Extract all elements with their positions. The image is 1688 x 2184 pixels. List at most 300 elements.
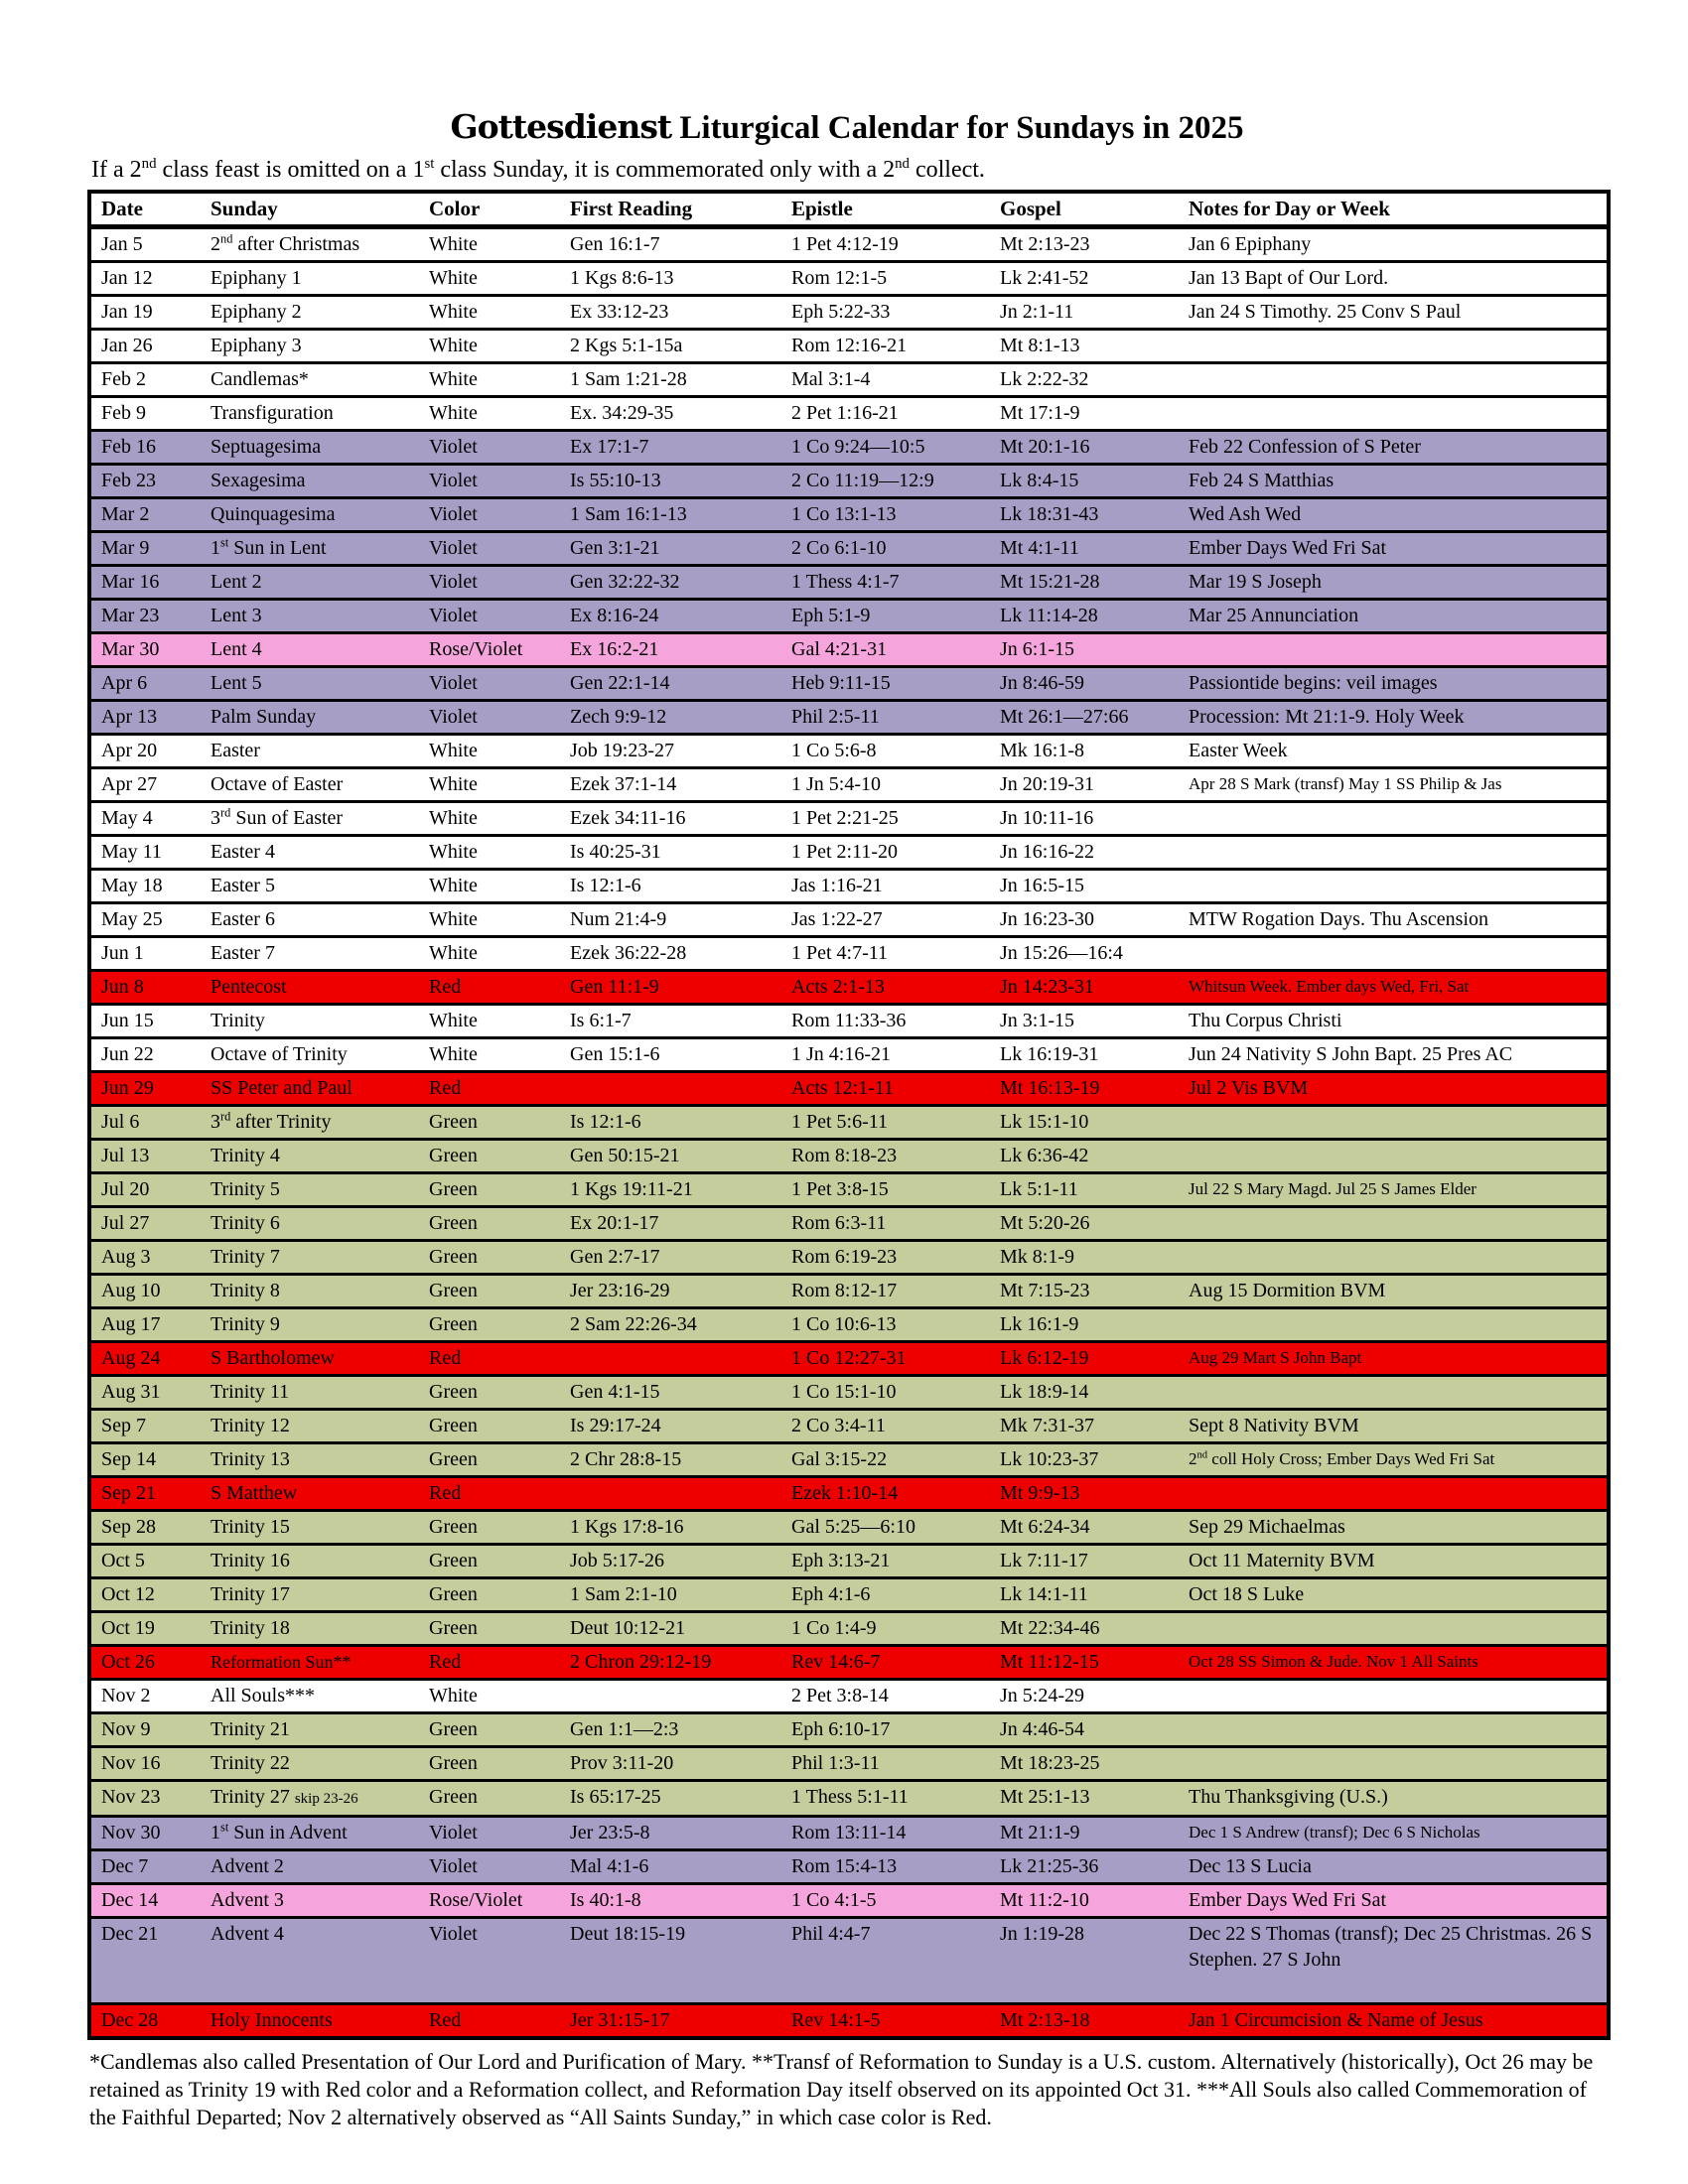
cell-gospel: Jn 1:19-28 — [990, 1918, 1179, 2004]
cell-first-reading: 2 Kgs 5:1-15a — [560, 330, 781, 363]
cell-notes — [1179, 1713, 1609, 1747]
cell-sunday: Advent 4 — [201, 1918, 419, 2004]
cell-color: Violet — [419, 1850, 560, 1884]
cell-color: Violet — [419, 465, 560, 498]
table-row — [89, 1578, 1609, 1612]
calendar-table — [87, 190, 1611, 2040]
table-row — [89, 1106, 1609, 1140]
cell-date: Aug 31 — [89, 1376, 201, 1410]
cell-sunday: Transfiguration — [201, 397, 419, 431]
cell-notes — [1179, 836, 1609, 870]
cell-first-reading: Ezek 34:11-16 — [560, 802, 781, 836]
cell-first-reading: Gen 16:1-7 — [560, 227, 781, 262]
cell-sunday: Trinity 22 — [201, 1747, 419, 1781]
cell-epistle: 1 Co 10:6-13 — [781, 1308, 990, 1342]
cell-color: Green — [419, 1713, 560, 1747]
cell-epistle: Rev 14:1-5 — [781, 2004, 990, 2039]
table-row — [89, 1410, 1609, 1443]
table-row — [89, 1918, 1609, 2004]
cell-date: Nov 23 — [89, 1781, 201, 1817]
cell-sunday: Advent 3 — [201, 1884, 419, 1918]
cell-gospel: Mt 6:24-34 — [990, 1511, 1179, 1545]
cell-sunday: Trinity 17 — [201, 1578, 419, 1612]
cell-sunday: Epiphany 3 — [201, 330, 419, 363]
cell-date: Sep 14 — [89, 1443, 201, 1477]
cell-epistle: 1 Co 12:27-31 — [781, 1342, 990, 1376]
cell-sunday: Trinity 9 — [201, 1308, 419, 1342]
cell-epistle: 1 Thess 4:1-7 — [781, 566, 990, 600]
cell-notes — [1179, 397, 1609, 431]
cell-color: Violet — [419, 701, 560, 735]
cell-date: May 18 — [89, 870, 201, 903]
cell-first-reading: Num 21:4-9 — [560, 903, 781, 937]
table-row — [89, 701, 1609, 735]
cell-gospel: Mt 17:1-9 — [990, 397, 1179, 431]
cell-first-reading: Jer 31:15-17 — [560, 2004, 781, 2039]
header-cell: Epistle — [781, 192, 990, 227]
cell-notes: Easter Week — [1179, 735, 1609, 768]
cell-gospel: Jn 8:46-59 — [990, 667, 1179, 701]
cell-date: Oct 26 — [89, 1646, 201, 1680]
table-row — [89, 1884, 1609, 1918]
table-row — [89, 431, 1609, 465]
table-row — [89, 971, 1609, 1005]
cell-gospel: Lk 18:31-43 — [990, 498, 1179, 532]
cell-first-reading: Gen 3:1-21 — [560, 532, 781, 566]
cell-gospel: Mt 9:9-13 — [990, 1477, 1179, 1511]
cell-first-reading: 2 Sam 22:26-34 — [560, 1308, 781, 1342]
cell-gospel: Jn 10:11-16 — [990, 802, 1179, 836]
cell-gospel: Lk 16:19-31 — [990, 1038, 1179, 1072]
cell-sunday: Holy Innocents — [201, 2004, 419, 2039]
table-row — [89, 870, 1609, 903]
cell-first-reading: Deut 18:15-19 — [560, 1918, 781, 2004]
cell-notes — [1179, 363, 1609, 397]
brand-name: Gottesdienst — [450, 107, 672, 146]
cell-notes: Oct 11 Maternity BVM — [1179, 1545, 1609, 1578]
table-row — [89, 1545, 1609, 1578]
cell-notes: Jan 6 Epiphany — [1179, 227, 1609, 262]
cell-epistle: Eph 6:10-17 — [781, 1713, 990, 1747]
table-row — [89, 1342, 1609, 1376]
cell-date: Jan 26 — [89, 330, 201, 363]
cell-date: Oct 19 — [89, 1612, 201, 1646]
cell-gospel: Lk 2:41-52 — [990, 262, 1179, 296]
cell-epistle: Gal 3:15-22 — [781, 1443, 990, 1477]
cell-gospel: Lk 18:9-14 — [990, 1376, 1179, 1410]
cell-date: Oct 12 — [89, 1578, 201, 1612]
cell-gospel: Lk 6:36-42 — [990, 1140, 1179, 1173]
cell-first-reading: 1 Sam 16:1-13 — [560, 498, 781, 532]
cell-date: Apr 20 — [89, 735, 201, 768]
cell-sunday: Lent 4 — [201, 633, 419, 667]
cell-notes: Mar 19 S Joseph — [1179, 566, 1609, 600]
cell-date: Aug 17 — [89, 1308, 201, 1342]
cell-first-reading — [560, 1072, 781, 1106]
cell-date: Dec 7 — [89, 1850, 201, 1884]
cell-first-reading: Gen 22:1-14 — [560, 667, 781, 701]
cell-sunday: Candlemas* — [201, 363, 419, 397]
cell-epistle: 1 Pet 4:12-19 — [781, 227, 990, 262]
table-row — [89, 1646, 1609, 1680]
cell-gospel: Lk 6:12-19 — [990, 1342, 1179, 1376]
table-row — [89, 2004, 1609, 2039]
table-row — [89, 735, 1609, 768]
cell-epistle: Ezek 1:10-14 — [781, 1477, 990, 1511]
cell-sunday: Easter — [201, 735, 419, 768]
cell-color: Violet — [419, 498, 560, 532]
table-row — [89, 498, 1609, 532]
cell-date: Aug 3 — [89, 1241, 201, 1275]
table-row — [89, 1850, 1609, 1884]
cell-notes — [1179, 1241, 1609, 1275]
cell-epistle: 1 Pet 5:6-11 — [781, 1106, 990, 1140]
cell-notes: Jan 1 Circumcision & Name of Jesus — [1179, 2004, 1609, 2039]
cell-gospel: Lk 11:14-28 — [990, 600, 1179, 633]
cell-color: Violet — [419, 431, 560, 465]
cell-date: Feb 23 — [89, 465, 201, 498]
cell-first-reading: Is 40:1-8 — [560, 1884, 781, 1918]
cell-first-reading: 2 Chr 28:8-15 — [560, 1443, 781, 1477]
cell-first-reading: Is 40:25-31 — [560, 836, 781, 870]
table-row — [89, 1376, 1609, 1410]
cell-epistle: Phil 2:5-11 — [781, 701, 990, 735]
footnote: *Candlemas also called Presentation of Our Lord and Purification of Mary. **Transf of Reformation to Sunday is a U.S. custom. Alternatively (historically), Oct 26 may be retained as Trinity 19 with Red color and a Reformation collect, and Reformation Day itself observed on its appointed Oct 31. ***All Souls also called Commemoration of the Faithful Departed; Nov 2 alternatively observed as “All Saints Sunday,” in which case color is Red. — [89, 2049, 1594, 2130]
cell-epistle: Eph 4:1-6 — [781, 1578, 990, 1612]
cell-color: Green — [419, 1545, 560, 1578]
cell-gospel: Mk 7:31-37 — [990, 1410, 1179, 1443]
cell-epistle: Eph 3:13-21 — [781, 1545, 990, 1578]
cell-notes — [1179, 937, 1609, 971]
cell-gospel: Mt 4:1-11 — [990, 532, 1179, 566]
cell-date: Jan 5 — [89, 227, 201, 262]
cell-color: Green — [419, 1106, 560, 1140]
cell-notes: Whitsun Week. Ember days Wed, Fri, Sat — [1179, 971, 1609, 1005]
cell-color: White — [419, 227, 560, 262]
cell-date: Feb 9 — [89, 397, 201, 431]
cell-epistle: Gal 4:21-31 — [781, 633, 990, 667]
cell-first-reading: Gen 1:1—2:3 — [560, 1713, 781, 1747]
cell-notes: Dec 22 S Thomas (transf); Dec 25 Christmas. 26 S Stephen. 27 S John — [1179, 1918, 1609, 2004]
cell-sunday: Trinity 16 — [201, 1545, 419, 1578]
cell-color: Green — [419, 1781, 560, 1817]
cell-epistle: 1 Pet 3:8-15 — [781, 1173, 990, 1207]
cell-first-reading: 1 Kgs 8:6-13 — [560, 262, 781, 296]
table-row — [89, 262, 1609, 296]
cell-notes — [1179, 1477, 1609, 1511]
cell-notes: Sep 29 Michaelmas — [1179, 1511, 1609, 1545]
cell-first-reading: Zech 9:9-12 — [560, 701, 781, 735]
table-row — [89, 1207, 1609, 1241]
cell-gospel: Mt 11:12-15 — [990, 1646, 1179, 1680]
table-row — [89, 1308, 1609, 1342]
cell-date: Nov 9 — [89, 1713, 201, 1747]
table-row — [89, 1038, 1609, 1072]
cell-first-reading: Job 5:17-26 — [560, 1545, 781, 1578]
cell-color: Red — [419, 1342, 560, 1376]
cell-date: Feb 16 — [89, 431, 201, 465]
table-row — [89, 1005, 1609, 1038]
cell-epistle: Phil 1:3-11 — [781, 1747, 990, 1781]
cell-first-reading: Mal 4:1-6 — [560, 1850, 781, 1884]
cell-first-reading: Prov 3:11-20 — [560, 1747, 781, 1781]
cell-first-reading: Jer 23:5-8 — [560, 1817, 781, 1850]
table-row — [89, 532, 1609, 566]
cell-first-reading: 2 Chron 29:12-19 — [560, 1646, 781, 1680]
cell-gospel: Mk 16:1-8 — [990, 735, 1179, 768]
table-row — [89, 667, 1609, 701]
cell-notes — [1179, 1207, 1609, 1241]
cell-first-reading: Is 65:17-25 — [560, 1781, 781, 1817]
cell-gospel: Mt 2:13-18 — [990, 2004, 1179, 2039]
header-row — [89, 192, 1609, 227]
cell-gospel: Mt 21:1-9 — [990, 1817, 1179, 1850]
cell-sunday: Pentecost — [201, 971, 419, 1005]
cell-color: White — [419, 870, 560, 903]
cell-color: Green — [419, 1207, 560, 1241]
cell-gospel: Mt 20:1-16 — [990, 431, 1179, 465]
table-row — [89, 1140, 1609, 1173]
cell-first-reading — [560, 1477, 781, 1511]
cell-color: White — [419, 836, 560, 870]
cell-date: Nov 16 — [89, 1747, 201, 1781]
cell-color: Green — [419, 1308, 560, 1342]
cell-sunday: All Souls*** — [201, 1680, 419, 1713]
cell-epistle: 1 Co 4:1-5 — [781, 1884, 990, 1918]
cell-color: White — [419, 262, 560, 296]
cell-color: Red — [419, 1477, 560, 1511]
cell-date: Mar 30 — [89, 633, 201, 667]
cell-gospel: Lk 14:1-11 — [990, 1578, 1179, 1612]
cell-date: Oct 5 — [89, 1545, 201, 1578]
header-cell: First Reading — [560, 192, 781, 227]
cell-first-reading: Gen 50:15-21 — [560, 1140, 781, 1173]
cell-color: White — [419, 296, 560, 330]
cell-gospel: Lk 7:11-17 — [990, 1545, 1179, 1578]
table-row — [89, 600, 1609, 633]
cell-gospel: Mk 8:1-9 — [990, 1241, 1179, 1275]
table-row — [89, 227, 1609, 262]
cell-color: Red — [419, 2004, 560, 2039]
cell-date: Jan 19 — [89, 296, 201, 330]
table-row — [89, 1817, 1609, 1850]
cell-epistle: Rom 11:33-36 — [781, 1005, 990, 1038]
cell-notes — [1179, 1308, 1609, 1342]
cell-epistle: Rev 14:6-7 — [781, 1646, 990, 1680]
cell-notes — [1179, 1140, 1609, 1173]
cell-color: Red — [419, 1072, 560, 1106]
cell-sunday: Trinity — [201, 1005, 419, 1038]
cell-epistle: Rom 6:3-11 — [781, 1207, 990, 1241]
table-row — [89, 903, 1609, 937]
cell-date: Feb 2 — [89, 363, 201, 397]
cell-epistle: Rom 12:1-5 — [781, 262, 990, 296]
cell-sunday: Trinity 15 — [201, 1511, 419, 1545]
cell-sunday: Epiphany 1 — [201, 262, 419, 296]
cell-color: Red — [419, 1646, 560, 1680]
cell-date: Mar 23 — [89, 600, 201, 633]
cell-gospel: Mt 25:1-13 — [990, 1781, 1179, 1817]
cell-date: Jul 27 — [89, 1207, 201, 1241]
cell-gospel: Lk 8:4-15 — [990, 465, 1179, 498]
cell-gospel: Lk 2:22-32 — [990, 363, 1179, 397]
cell-gospel: Jn 16:16-22 — [990, 836, 1179, 870]
cell-notes — [1179, 1680, 1609, 1713]
cell-color: Violet — [419, 1918, 560, 2004]
cell-date: Aug 24 — [89, 1342, 201, 1376]
cell-sunday: Quinquagesima — [201, 498, 419, 532]
cell-notes — [1179, 1106, 1609, 1140]
cell-sunday: Trinity 8 — [201, 1275, 419, 1308]
cell-gospel: Jn 3:1-15 — [990, 1005, 1179, 1038]
cell-notes: Sept 8 Nativity BVM — [1179, 1410, 1609, 1443]
cell-gospel: Lk 16:1-9 — [990, 1308, 1179, 1342]
cell-sunday: Trinity 5 — [201, 1173, 419, 1207]
cell-color: Violet — [419, 600, 560, 633]
cell-date: Jul 6 — [89, 1106, 201, 1140]
cell-epistle: 1 Co 13:1-13 — [781, 498, 990, 532]
cell-notes: Dec 1 S Andrew (transf); Dec 6 S Nicholas — [1179, 1817, 1609, 1850]
cell-color: Rose/Violet — [419, 633, 560, 667]
cell-epistle: 1 Thess 5:1-11 — [781, 1781, 990, 1817]
cell-sunday: 3rd Sun of Easter — [201, 802, 419, 836]
cell-date: Jun 29 — [89, 1072, 201, 1106]
cell-first-reading: Ex 20:1-17 — [560, 1207, 781, 1241]
cell-first-reading: Is 12:1-6 — [560, 870, 781, 903]
table-row — [89, 802, 1609, 836]
cell-gospel: Lk 10:23-37 — [990, 1443, 1179, 1477]
cell-gospel: Jn 16:23-30 — [990, 903, 1179, 937]
cell-date: Sep 28 — [89, 1511, 201, 1545]
cell-sunday: 2nd after Christmas — [201, 227, 419, 262]
cell-epistle: Acts 2:1-13 — [781, 971, 990, 1005]
cell-sunday: Trinity 13 — [201, 1443, 419, 1477]
table-row — [89, 1713, 1609, 1747]
cell-epistle: Acts 12:1-11 — [781, 1072, 990, 1106]
table-row — [89, 363, 1609, 397]
cell-gospel: Mt 7:15-23 — [990, 1275, 1179, 1308]
table-row — [89, 1511, 1609, 1545]
cell-notes: MTW Rogation Days. Thu Ascension — [1179, 903, 1609, 937]
cell-color: Red — [419, 971, 560, 1005]
calendar-rows — [89, 227, 1609, 2039]
cell-sunday: Lent 2 — [201, 566, 419, 600]
table-row — [89, 566, 1609, 600]
cell-notes — [1179, 802, 1609, 836]
cell-notes: Jul 2 Vis BVM — [1179, 1072, 1609, 1106]
cell-notes: Jan 13 Bapt of Our Lord. — [1179, 262, 1609, 296]
cell-gospel: Mt 8:1-13 — [990, 330, 1179, 363]
cell-date: Mar 9 — [89, 532, 201, 566]
cell-color: Green — [419, 1173, 560, 1207]
cell-gospel: Lk 15:1-10 — [990, 1106, 1179, 1140]
cell-date: Jun 1 — [89, 937, 201, 971]
cell-epistle: 1 Pet 4:7-11 — [781, 937, 990, 971]
cell-gospel: Jn 6:1-15 — [990, 633, 1179, 667]
cell-notes — [1179, 633, 1609, 667]
cell-color: White — [419, 397, 560, 431]
cell-notes: Ember Days Wed Fri Sat — [1179, 1884, 1609, 1918]
cell-date: Jul 13 — [89, 1140, 201, 1173]
cell-date: Jun 22 — [89, 1038, 201, 1072]
cell-first-reading: Gen 15:1-6 — [560, 1038, 781, 1072]
cell-notes: Thu Corpus Christi — [1179, 1005, 1609, 1038]
cell-epistle: Jas 1:16-21 — [781, 870, 990, 903]
cell-date: Jun 8 — [89, 971, 201, 1005]
table-row — [89, 296, 1609, 330]
cell-notes: Jun 24 Nativity S John Bapt. 25 Pres AC — [1179, 1038, 1609, 1072]
table-row — [89, 1072, 1609, 1106]
title-text: Liturgical Calendar for Sundays in 2025 — [671, 110, 1244, 146]
cell-epistle: 1 Jn 5:4-10 — [781, 768, 990, 802]
cell-sunday: 3rd after Trinity — [201, 1106, 419, 1140]
cell-date: Nov 2 — [89, 1680, 201, 1713]
cell-gospel: Jn 14:23-31 — [990, 971, 1179, 1005]
cell-epistle: Rom 8:12-17 — [781, 1275, 990, 1308]
cell-color: White — [419, 768, 560, 802]
cell-gospel: Jn 15:26—16:4 — [990, 937, 1179, 971]
cell-first-reading: Gen 4:1-15 — [560, 1376, 781, 1410]
cell-notes — [1179, 1747, 1609, 1781]
cell-notes — [1179, 330, 1609, 363]
cell-sunday: Trinity 18 — [201, 1612, 419, 1646]
cell-date: Mar 2 — [89, 498, 201, 532]
cell-sunday: Octave of Easter — [201, 768, 419, 802]
cell-epistle: 1 Pet 2:21-25 — [781, 802, 990, 836]
cell-notes: Oct 28 SS Simon & Jude. Nov 1 All Saints — [1179, 1646, 1609, 1680]
table-row — [89, 330, 1609, 363]
cell-first-reading: Gen 32:22-32 — [560, 566, 781, 600]
cell-first-reading: Ex 33:12-23 — [560, 296, 781, 330]
cell-first-reading: Ezek 36:22-28 — [560, 937, 781, 971]
cell-epistle: Rom 6:19-23 — [781, 1241, 990, 1275]
cell-epistle: Mal 3:1-4 — [781, 363, 990, 397]
cell-epistle: Heb 9:11-15 — [781, 667, 990, 701]
table-row — [89, 1612, 1609, 1646]
header-cell: Notes for Day or Week — [1179, 192, 1609, 227]
page-title — [87, 107, 1607, 147]
cell-gospel: Mt 18:23-25 — [990, 1747, 1179, 1781]
cell-gospel: Jn 16:5-15 — [990, 870, 1179, 903]
subtitle: If a 2nd class feast is omitted on a 1st class Sunday, it is commemorated only with a 2nd collect. — [91, 156, 985, 183]
cell-color: Green — [419, 1578, 560, 1612]
cell-sunday: SS Peter and Paul — [201, 1072, 419, 1106]
cell-first-reading: Gen 2:7-17 — [560, 1241, 781, 1275]
cell-color: White — [419, 1680, 560, 1713]
cell-notes — [1179, 1612, 1609, 1646]
cell-notes: Oct 18 S Luke — [1179, 1578, 1609, 1612]
cell-color: Violet — [419, 667, 560, 701]
cell-date: May 11 — [89, 836, 201, 870]
table-row — [89, 1275, 1609, 1308]
cell-epistle: 2 Pet 1:16-21 — [781, 397, 990, 431]
cell-color: Violet — [419, 1817, 560, 1850]
cell-first-reading: Is 29:17-24 — [560, 1410, 781, 1443]
cell-date: Apr 6 — [89, 667, 201, 701]
cell-epistle: Rom 12:16-21 — [781, 330, 990, 363]
cell-color: White — [419, 330, 560, 363]
cell-color: White — [419, 937, 560, 971]
table-row — [89, 465, 1609, 498]
cell-epistle: 2 Co 11:19—12:9 — [781, 465, 990, 498]
cell-gospel: Lk 5:1-11 — [990, 1173, 1179, 1207]
cell-first-reading — [560, 1342, 781, 1376]
cell-color: White — [419, 363, 560, 397]
cell-first-reading: Ex 8:16-24 — [560, 600, 781, 633]
cell-gospel: Mt 15:21-28 — [990, 566, 1179, 600]
table-row — [89, 1747, 1609, 1781]
cell-sunday: Septuagesima — [201, 431, 419, 465]
